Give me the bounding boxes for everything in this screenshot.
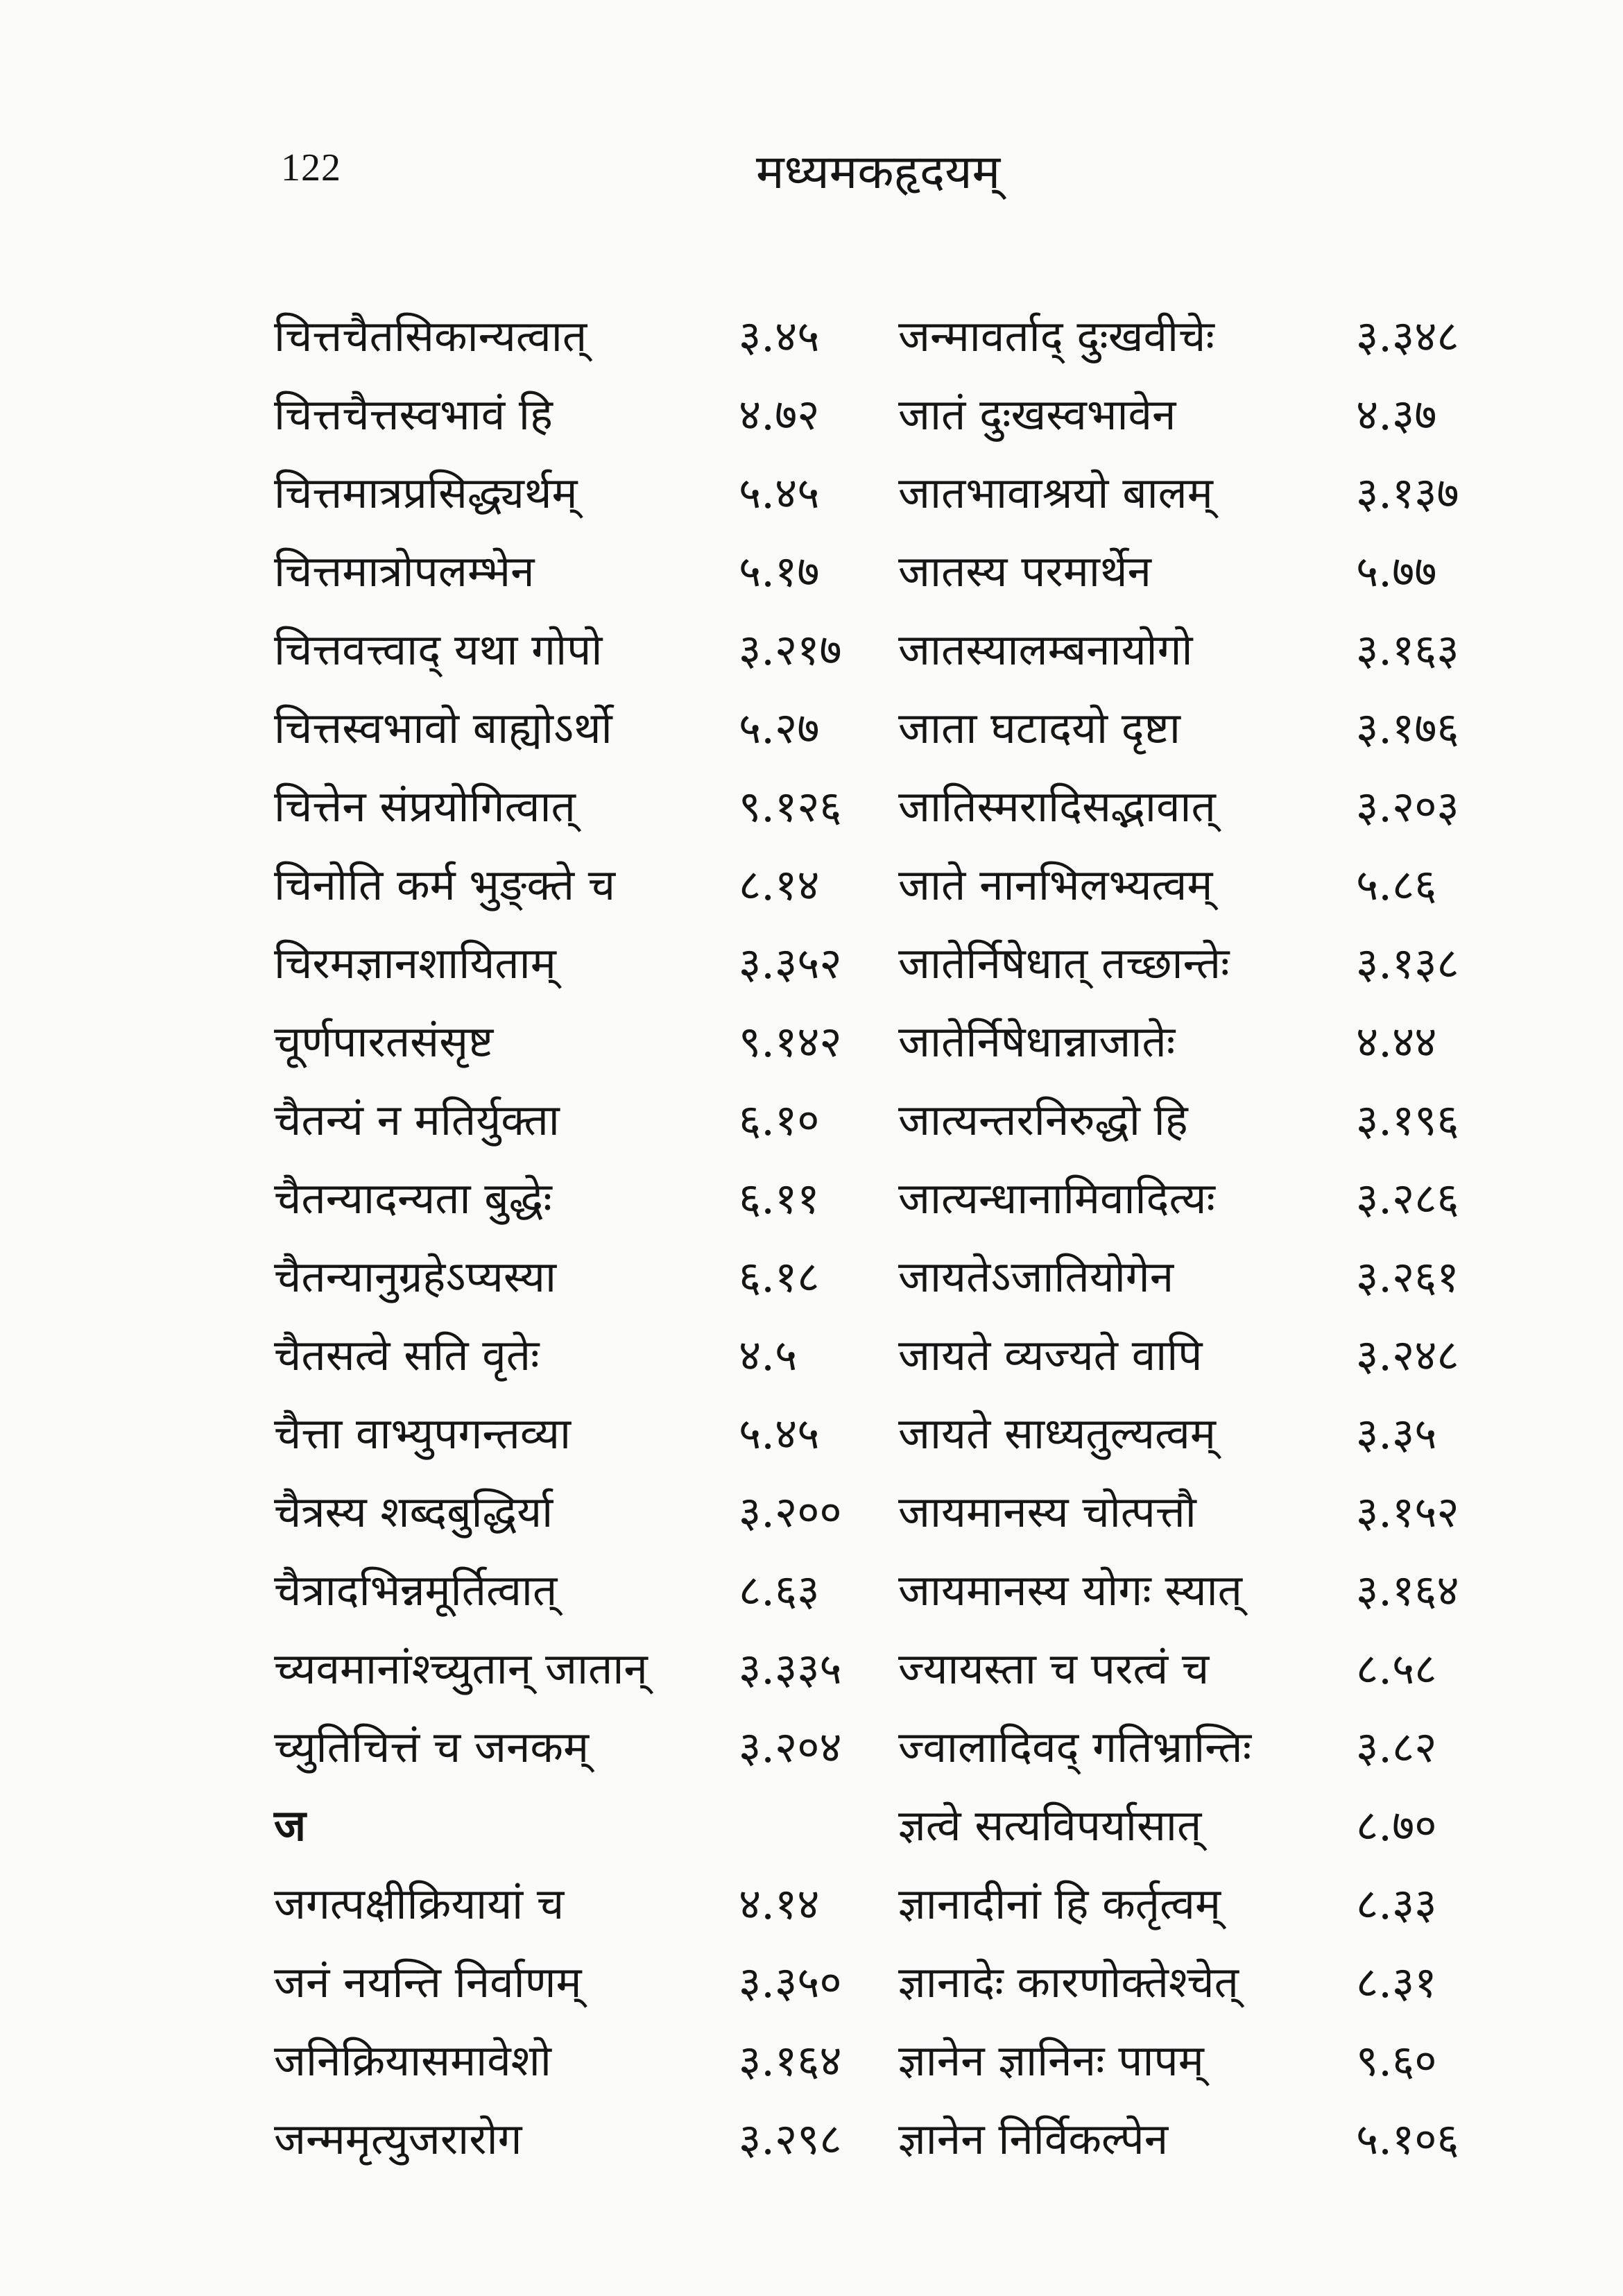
index-row bbox=[274, 532, 1509, 610]
right-headword: जात्यन्तरनिरुद्धो हि bbox=[898, 1095, 1188, 1145]
index-row bbox=[274, 1159, 1509, 1237]
left-reference: ८.१४ bbox=[739, 859, 820, 910]
left-reference: ३.२०० bbox=[739, 1487, 842, 1537]
left-reference: ५.४५ bbox=[739, 468, 820, 518]
left-headword: चित्तचैतसिकान्यत्वात् bbox=[274, 311, 587, 361]
right-headword: ज्ञानादीनां हि कर्तृत्वम् bbox=[898, 1878, 1221, 1929]
right-reference: ३.२६१ bbox=[1356, 1251, 1459, 1302]
right-headword: ज्यायस्ता च परत्वं च bbox=[898, 1643, 1210, 1694]
right-reference: ४.४४ bbox=[1356, 1016, 1437, 1067]
left-headword: जगत्पक्षीक्रियायां च bbox=[274, 1878, 565, 1929]
index-row bbox=[274, 846, 1509, 924]
index-row bbox=[274, 1002, 1509, 1081]
section-letter: ज bbox=[274, 1800, 307, 1851]
right-reference: ३.१९६ bbox=[1356, 1095, 1459, 1145]
right-reference: ८.३१ bbox=[1356, 1957, 1437, 2007]
index-row bbox=[274, 1708, 1509, 1786]
running-title: मध्यमकहृदयम् bbox=[756, 145, 1001, 200]
right-reference: ३.१५२ bbox=[1356, 1487, 1459, 1537]
left-reference: ४.७२ bbox=[739, 389, 820, 440]
left-reference: ३.२१७ bbox=[739, 624, 842, 675]
left-headword: चैतन्यादन्यता बुद्धेः bbox=[274, 1173, 552, 1224]
right-reference: ३.३५ bbox=[1356, 1408, 1437, 1459]
index-row bbox=[274, 2021, 1509, 2100]
right-reference: ३.२०३ bbox=[1356, 781, 1459, 832]
right-reference: ३.१३८ bbox=[1356, 938, 1459, 988]
left-headword: चैतन्यानुग्रहेऽप्यस्या bbox=[274, 1251, 557, 1302]
left-headword: च्यवमानांश्च्युतान् जातान् bbox=[274, 1643, 648, 1694]
right-reference: ९.६० bbox=[1356, 2035, 1437, 2086]
right-reference: ३.१६३ bbox=[1356, 624, 1459, 675]
left-reference: ६.१८ bbox=[739, 1251, 820, 1302]
right-headword: जातेर्निषेधात् तच्छान्तेः bbox=[898, 938, 1230, 988]
right-headword: जातस्यालम्बनायोगो bbox=[898, 624, 1193, 675]
left-reference: ४.५ bbox=[739, 1330, 798, 1380]
right-headword: जायतेऽजातियोगेन bbox=[898, 1251, 1174, 1302]
index-row bbox=[274, 297, 1509, 375]
index-row bbox=[274, 1394, 1509, 1473]
right-headword: जात्यन्धानामिवादित्यः bbox=[898, 1173, 1215, 1224]
right-headword: जातिस्मरादिसद्भावात् bbox=[898, 781, 1216, 832]
left-headword: चित्तेन संप्रयोगित्वात् bbox=[274, 781, 576, 832]
right-headword: जातेर्निषेधान्नाजातेः bbox=[898, 1016, 1176, 1067]
right-headword: जायमानस्य चोत्पत्तौ bbox=[898, 1487, 1196, 1537]
left-headword: चूर्णपारतसंसृष्ट bbox=[274, 1016, 494, 1067]
right-headword: ज्ञत्वे सत्यविपर्यासात् bbox=[898, 1800, 1202, 1851]
left-reference: ३.३५२ bbox=[739, 938, 842, 988]
index-row bbox=[274, 1237, 1509, 1316]
index-row bbox=[274, 1316, 1509, 1394]
right-reference: ८.७० bbox=[1356, 1800, 1437, 1851]
left-reference: ३.३५० bbox=[739, 1957, 842, 2007]
right-reference: ३.१७६ bbox=[1356, 703, 1459, 753]
right-headword: जाते नानभिलभ्यत्वम् bbox=[898, 859, 1213, 910]
left-reference: ५.१७ bbox=[739, 546, 820, 597]
right-reference: ८.५८ bbox=[1356, 1643, 1437, 1694]
right-headword: ज्ञानेन निर्विकल्पेन bbox=[898, 2114, 1169, 2164]
left-headword: चित्तमात्रोपलम्भेन bbox=[274, 546, 535, 597]
right-reference: ५.८६ bbox=[1356, 859, 1437, 910]
right-reference: ४.३७ bbox=[1356, 389, 1437, 440]
right-headword: जायमानस्य योगः स्यात् bbox=[898, 1565, 1242, 1616]
left-headword: च्युतिचित्तं च जनकम् bbox=[274, 1722, 590, 1772]
left-reference: ३.१६४ bbox=[739, 2035, 842, 2086]
left-reference: ३.२०४ bbox=[739, 1722, 842, 1772]
left-headword: चित्तवत्त्वाद् यथा गोपो bbox=[274, 624, 603, 675]
left-reference: ९.१४२ bbox=[739, 1016, 842, 1067]
left-reference: ४.१४ bbox=[739, 1878, 820, 1929]
left-headword: चैतन्यं न मतिर्युक्ता bbox=[274, 1095, 560, 1145]
right-headword: जातं दुःखस्वभावेन bbox=[898, 389, 1176, 440]
left-reference: ३.३३५ bbox=[739, 1643, 842, 1694]
right-reference: ३.२४८ bbox=[1356, 1330, 1459, 1380]
index-row bbox=[274, 767, 1509, 846]
right-headword: जातस्य परमार्थेन bbox=[898, 546, 1151, 597]
index-row bbox=[274, 454, 1509, 532]
right-headword: जायते व्यज्यते वापि bbox=[898, 1330, 1203, 1380]
left-reference: ५.४५ bbox=[739, 1408, 820, 1459]
left-reference: ३.४५ bbox=[739, 311, 820, 361]
left-reference: ३.२९८ bbox=[739, 2114, 842, 2164]
right-reference: ३.२८६ bbox=[1356, 1173, 1459, 1224]
right-headword: ज्ञानादेः कारणोक्तेश्चेत् bbox=[898, 1957, 1239, 2007]
index-row bbox=[274, 610, 1509, 689]
right-headword: जाता घटादयो दृष्टा bbox=[898, 703, 1180, 753]
page-number: 122 bbox=[281, 146, 341, 189]
right-headword: ज्वालादिवद् गतिभ्रान्तिः bbox=[898, 1722, 1252, 1772]
left-reference: ८.६३ bbox=[739, 1565, 820, 1616]
left-headword: चिरमज्ञानशायिताम् bbox=[274, 938, 556, 988]
right-reference: ५.१०६ bbox=[1356, 2114, 1459, 2164]
left-headword: चैतसत्वे सति वृतेः bbox=[274, 1330, 540, 1380]
left-headword: जनं नयन्ति निर्वाणम् bbox=[274, 1957, 582, 2007]
left-headword: चित्तस्वभावो बाह्योऽर्थो bbox=[274, 703, 612, 753]
left-reference: ५.२७ bbox=[739, 703, 820, 753]
index-table bbox=[274, 297, 1509, 2178]
right-reference: ५.७७ bbox=[1356, 546, 1437, 597]
right-headword: जन्मावर्ताद् दुःखवीचेः bbox=[898, 311, 1214, 361]
right-reference: ३.१६४ bbox=[1356, 1565, 1459, 1616]
index-row bbox=[274, 1786, 1509, 1865]
left-headword: चिनोति कर्म भुङ्क्ते च bbox=[274, 859, 616, 910]
right-headword: ज्ञानेन ज्ञानिनः पापम् bbox=[898, 2035, 1204, 2086]
left-headword: चैत्ता वाभ्युपगन्तव्या bbox=[274, 1408, 572, 1459]
index-row bbox=[274, 1865, 1509, 1943]
right-reference: ३.३४८ bbox=[1356, 311, 1459, 361]
left-headword: चित्तमात्रप्रसिद्ध्यर्थम् bbox=[274, 468, 578, 518]
index-row bbox=[274, 924, 1509, 1002]
index-row bbox=[274, 1943, 1509, 2021]
index-row bbox=[274, 689, 1509, 767]
left-headword: चैत्रादभिन्नमूर्तित्वात् bbox=[274, 1565, 558, 1616]
left-headword: चैत्रस्य शब्दबुद्धिर्या bbox=[274, 1487, 553, 1537]
index-row bbox=[274, 2100, 1509, 2178]
right-reference: ३.८२ bbox=[1356, 1722, 1437, 1772]
left-reference: ६.१० bbox=[739, 1095, 820, 1145]
index-row bbox=[274, 1629, 1509, 1708]
index-row bbox=[274, 1551, 1509, 1629]
index-row bbox=[274, 1081, 1509, 1159]
left-headword: चित्तचैत्तस्वभावं हि bbox=[274, 389, 553, 440]
left-headword: जनिक्रियासमावेशो bbox=[274, 2035, 551, 2086]
left-headword: जन्ममृत्युजरारोग bbox=[274, 2114, 522, 2164]
left-reference: ६.११ bbox=[739, 1173, 820, 1224]
left-reference: ९.१२६ bbox=[739, 781, 842, 832]
right-reference: ८.३३ bbox=[1356, 1878, 1437, 1929]
right-headword: जातभावाश्रयो बालम् bbox=[898, 468, 1213, 518]
right-headword: जायते साध्यतुल्यत्वम् bbox=[898, 1408, 1216, 1459]
index-row bbox=[274, 1473, 1509, 1551]
right-reference: ३.१३७ bbox=[1356, 468, 1459, 518]
index-row bbox=[274, 375, 1509, 454]
